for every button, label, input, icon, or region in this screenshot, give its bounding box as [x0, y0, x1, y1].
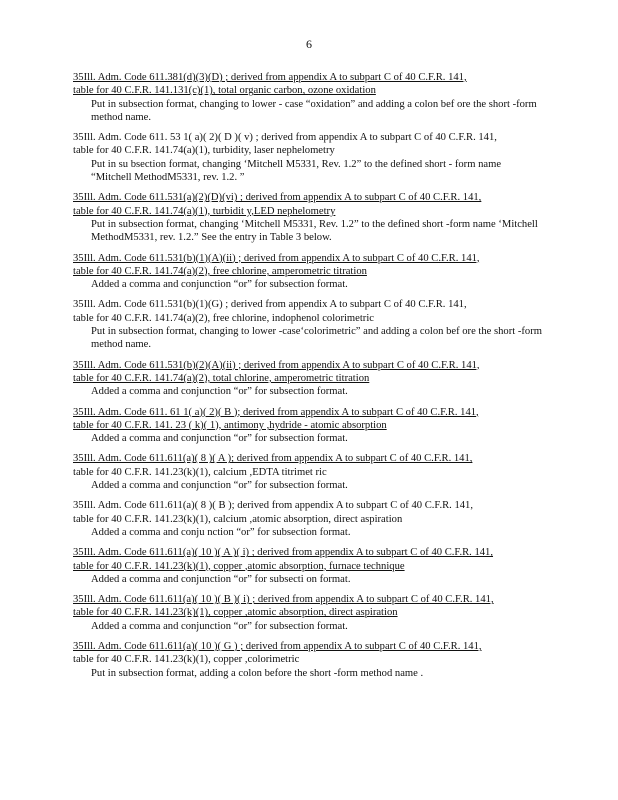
entry-federal-reference: table for 40 C.F.R. 141. 23 ( k)( 1), antimony ,hydride - atomic absorption [73, 419, 387, 431]
entry-note: Added a comma and conjunction “or” for subsection format. [91, 433, 348, 445]
entry-note: Put in subsection format, adding a colon before the short -form method name . [91, 667, 424, 679]
entry [73, 452, 543, 492]
entry-citation: 35Ill. Adm. Code 611.531(b)(2)(A)(ii) ; derived from appendix A to subpart C of 40 C.F.R. 141, [73, 359, 480, 371]
entry-federal-reference: table for 40 C.F.R. 141.74(a)(2), free chlorine, amperometric titration [73, 265, 367, 277]
entry [73, 593, 543, 633]
entry-federal-reference: table for 40 C.F.R. 141.74(a)(1), turbidity, laser nephelometry [73, 145, 335, 157]
entry-federal-reference: table for 40 C.F.R. 141.74(a)(1), turbidit y,LED nephelometry [73, 205, 336, 217]
entry-note: Added a comma and conjunction “or” for subsecti on format. [91, 573, 351, 585]
entry-federal-reference: table for 40 C.F.R. 141.74(a)(2), free chlorine, indophenol colorimetric [73, 312, 374, 324]
entry [73, 252, 543, 292]
entry-citation: 35Ill. Adm. Code 611.611(a)( 8 )( A ); derived from appendix A to subpart C of 40 C.F.R. 141, [73, 453, 473, 465]
entry [73, 71, 543, 124]
entry-note: Added a comma and conjunction “or” for subsection format. [91, 386, 348, 398]
entry-federal-reference: table for 40 C.F.R. 141.23(k)(1), copper ,atomic absorption, furnace technique [73, 560, 405, 572]
entry-citation: 35Ill. Adm. Code 611. 61 1( a)( 2)( B ); derived from appendix A to subpart C of 40 C.F.R. 141, [73, 406, 479, 418]
entry-note: Added a comma and conjunction “or” for subsection format. [91, 480, 348, 492]
entry-note: Added a comma and conju nction “or” for subsection format. [91, 526, 351, 538]
entry-federal-reference: table for 40 C.F.R. 141.23(k)(1), calcium ,EDTA titrimet ric [73, 466, 327, 478]
entry-citation: 35Ill. Adm. Code 611.611(a)( 10 )( G ) ; derived from appendix A to subpart C of 40 C.F.R. 141, [73, 640, 482, 652]
entry-note: Added a comma and conjunction “or” for subsection format. [91, 620, 348, 632]
entry-note: Put in su bsection format, changing ‘Mitchell M5331, Rev. 1.2” to the defined short - form name “Mitchell MethodM5331, rev. 1.2. ” [91, 158, 502, 184]
entry [73, 191, 543, 244]
entry [73, 298, 543, 351]
entry [73, 546, 543, 586]
entry [73, 131, 543, 184]
entry [73, 406, 543, 446]
entry-citation: 35Ill. Adm. Code 611.381(d)(3)(D) ; derived from appendix A to subpart C of 40 C.F.R. 141, [73, 72, 467, 83]
entry [73, 359, 543, 399]
entry [73, 640, 543, 680]
entry-federal-reference: table for 40 C.F.R. 141.23(k)(1), calcium ,atomic absorption, direct aspiration [73, 513, 403, 525]
entry-note: Added a comma and conjunction “or” for subsection format. [91, 279, 348, 291]
page-number: 6 [306, 37, 312, 51]
entry-citation: 35Ill. Adm. Code 611.531(b)(1)(A)(ii) ; derived from appendix A to subpart C of 40 C.F.R. 141, [73, 252, 480, 264]
entry-federal-reference: table for 40 C.F.R. 141.131(c)(1), total organic carbon, ozone oxidation [73, 85, 376, 97]
entry [73, 499, 543, 539]
entry-citation: 35Ill. Adm. Code 611.611(a)( 8 )( B ); derived from appendix A to subpart C of 40 C.F.R. 141, [73, 500, 473, 512]
entry-federal-reference: table for 40 C.F.R. 141.74(a)(2), total chlorine, amperometric titration [73, 372, 370, 384]
entry-federal-reference: table for 40 C.F.R. 141.23(k)(1), copper ,colorimetric [73, 654, 300, 666]
entry-citation: 35Ill. Adm. Code 611.531(a)(2)(D)(vi) ; derived from appendix A to subpart C of 40 C.F.R. 141, [73, 192, 482, 204]
entry-citation: 35Ill. Adm. Code 611. 53 1( a)( 2)( D )( v) ; derived from appendix A to subpart C of 40 C.F.R. 141, [73, 132, 497, 144]
entry-citation: 35Ill. Adm. Code 611.611(a)( 10 )( B )( i) ; derived from appendix A to subpart C of 40 C.F.R. 141, [73, 594, 494, 606]
entry-note: Put in subsection format, changing to lower -case‘colorimetric” and adding a colon bef ore the short -form method name. [91, 326, 542, 351]
entry-federal-reference: table for 40 C.F.R. 141.23(k)(1), copper ,atomic absorption, direct aspiration [73, 607, 398, 619]
entry-note: Put in subsection format, changing to lower - case “oxidation” and adding a colon bef ore the short -form method name. [91, 98, 537, 123]
entry-citation: 35Ill. Adm. Code 611.611(a)( 10 )( A )( i) ; derived from appendix A to subpart C of 40 C.F.R. 141, [73, 547, 494, 559]
entry-note: Put in subsection format, changing ‘Mitchell M5331, Rev. 1.2” to the defined short -form name ‘Mitchell MethodM5331, rev. 1.2.” See the entry in Table 3 below. [91, 218, 538, 244]
entry-citation: 35Ill. Adm. Code 611.531(b)(1)(G) ; derived from appendix A to subpart C of 40 C.F.R. 141, [73, 299, 467, 311]
entries-list [73, 71, 543, 687]
